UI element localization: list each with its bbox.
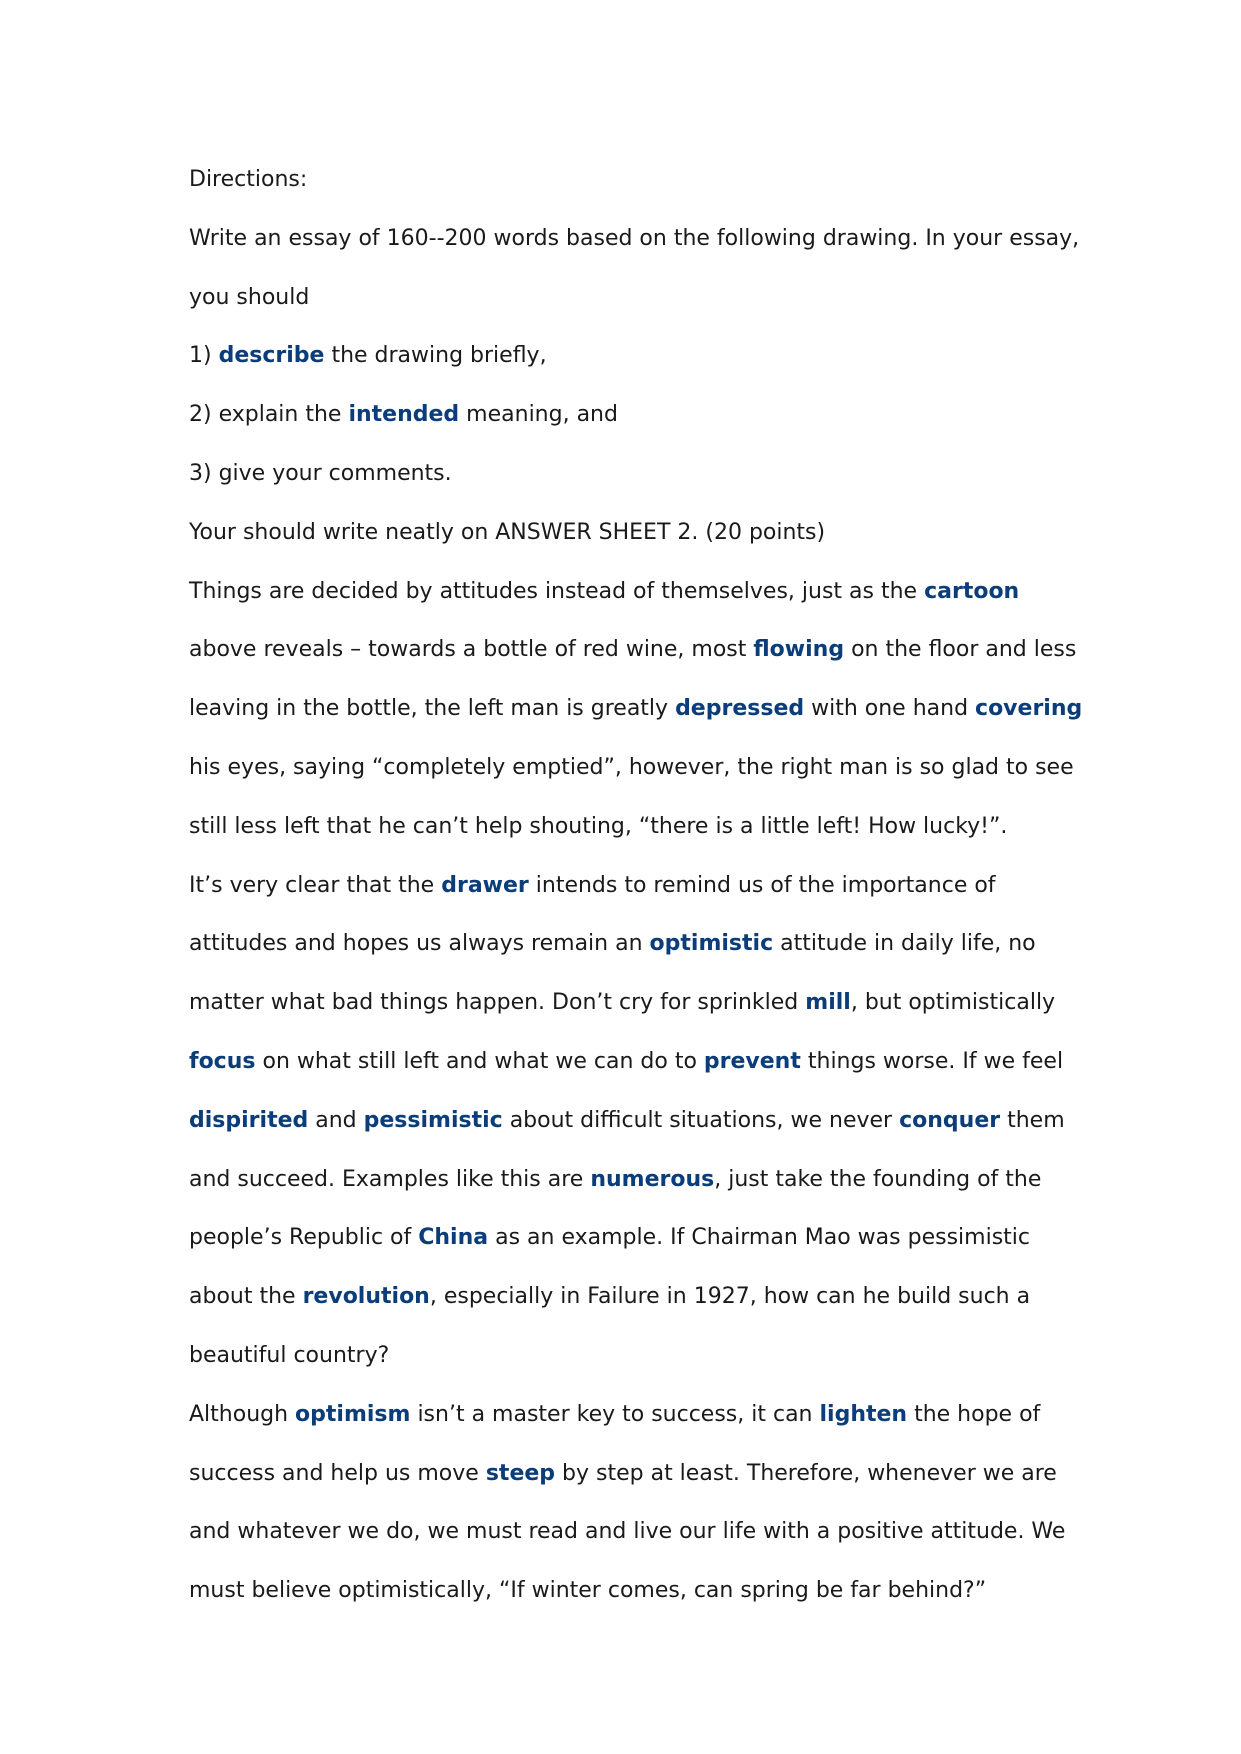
highlighted-keyword: China <box>418 1225 489 1251</box>
text-segment: people’s Republic of <box>189 1225 419 1251</box>
text-line <box>189 798 1069 857</box>
text-segment: things worse. If we feel <box>800 1048 1064 1074</box>
text-line <box>189 1092 1069 1151</box>
text-segment: as an example. If Chairman Mao was pessimistic <box>488 1225 1030 1251</box>
highlighted-keyword: prevent <box>703 1048 801 1074</box>
text-segment: them <box>1000 1107 1065 1133</box>
highlighted-keyword: numerous <box>590 1166 715 1192</box>
highlighted-keyword: cartoon <box>924 578 1020 604</box>
text-segment: , just take the founding of the <box>714 1166 1042 1192</box>
highlighted-keyword: depressed <box>675 696 805 722</box>
text-segment: It’s very clear that the <box>189 872 442 898</box>
highlighted-keyword: optimism <box>295 1401 411 1427</box>
text-segment: the hope of <box>907 1401 1041 1427</box>
text-line <box>189 857 1069 916</box>
text-line <box>189 210 1080 269</box>
text-segment: above reveals – towards a bottle of red wine, most <box>189 637 754 663</box>
text-segment: you should <box>189 284 310 310</box>
text-line <box>189 915 1069 974</box>
text-segment: matter what bad things happen. Don’t cry for sprinkled <box>189 990 806 1016</box>
highlighted-keyword: intended <box>348 402 460 428</box>
text-line <box>189 739 1074 798</box>
text-segment: leaving in the bottle, the left man is greatly <box>189 696 676 722</box>
text-segment: the drawing briefly, <box>324 343 547 369</box>
text-segment: Your should write neatly on ANSWER SHEET 2. (20 points) <box>189 519 826 545</box>
text-segment: Write an essay of 160--200 words based on the following drawing. In your essay, <box>189 225 1080 251</box>
text-segment: Things are decided by attitudes instead of themselves, just as the <box>189 578 925 604</box>
text-segment: still less left that he can’t help shouting, “there is a little left! How lucky!”. <box>189 813 1008 839</box>
text-line <box>189 621 1077 680</box>
highlighted-keyword: steep <box>485 1460 556 1486</box>
text-segment: meaning, and <box>459 402 618 428</box>
text-segment: 1) <box>189 343 219 369</box>
text-line <box>189 1386 1069 1445</box>
text-line <box>189 1445 1069 1504</box>
text-line <box>189 680 1083 739</box>
text-line <box>189 1033 1069 1092</box>
text-segment: beautiful country? <box>189 1342 390 1368</box>
text-segment: by step at least. Therefore, whenever we are <box>555 1460 1057 1486</box>
text-line <box>189 327 1069 386</box>
text-line <box>189 386 1069 445</box>
text-segment: and <box>308 1107 364 1133</box>
highlighted-keyword: describe <box>218 343 325 369</box>
text-segment: 3) give your comments. <box>189 460 452 486</box>
highlighted-keyword: revolution <box>302 1284 430 1310</box>
highlighted-keyword: optimistic <box>649 931 774 957</box>
text-line <box>189 151 1069 210</box>
text-line <box>189 1209 1069 1268</box>
highlighted-keyword: focus <box>189 1048 256 1074</box>
text-line <box>189 563 1069 622</box>
highlighted-keyword: conquer <box>899 1107 1001 1133</box>
text-line <box>189 974 1069 1033</box>
text-line <box>189 1562 1069 1621</box>
text-segment: 2) explain the <box>189 402 349 428</box>
highlighted-keyword: pessimistic <box>363 1107 503 1133</box>
text-segment: Directions: <box>189 167 308 192</box>
highlighted-keyword: covering <box>975 696 1083 722</box>
text-segment: his eyes, saying “completely emptied”, however, the right man is so glad to see <box>189 754 1074 780</box>
text-line <box>189 269 1069 328</box>
text-segment: attitude in daily life, no <box>773 931 1036 957</box>
text-line <box>189 1327 1069 1386</box>
essay-text-block <box>189 151 1083 1621</box>
text-segment: success and help us move <box>189 1460 486 1486</box>
highlighted-keyword: dispirited <box>189 1107 309 1133</box>
text-segment: Although <box>189 1401 296 1427</box>
text-segment: attitudes and hopes us always remain an <box>189 931 650 957</box>
highlighted-keyword: mill <box>805 990 851 1016</box>
text-segment: isn’t a master key to success, it can <box>410 1401 820 1427</box>
text-line <box>189 504 1069 563</box>
text-segment: on what still left and what we can do to <box>255 1048 704 1074</box>
text-segment: on the floor and less <box>844 637 1077 663</box>
text-segment: with one hand <box>804 696 976 722</box>
text-segment: about the <box>189 1284 303 1310</box>
highlighted-keyword: lighten <box>819 1401 908 1427</box>
text-line <box>189 445 1069 504</box>
text-segment: intends to remind us of the importance of <box>528 872 996 898</box>
text-segment: and succeed. Examples like this are <box>189 1166 591 1192</box>
highlighted-keyword: drawer <box>441 872 529 898</box>
text-line <box>189 1503 1069 1562</box>
highlighted-keyword: flowing <box>753 637 845 663</box>
text-segment: , but optimistically <box>850 990 1056 1016</box>
text-segment: about difficult situations, we never <box>502 1107 900 1133</box>
text-segment: must believe optimistically, “If winter comes, can spring be far behind?” <box>189 1578 987 1604</box>
text-line <box>189 1151 1069 1210</box>
text-segment: , especially in Failure in 1927, how can he build such a <box>429 1284 1031 1310</box>
text-line <box>189 1268 1069 1327</box>
text-segment: and whatever we do, we must read and live our life with a positive attitude. We <box>189 1519 1066 1545</box>
